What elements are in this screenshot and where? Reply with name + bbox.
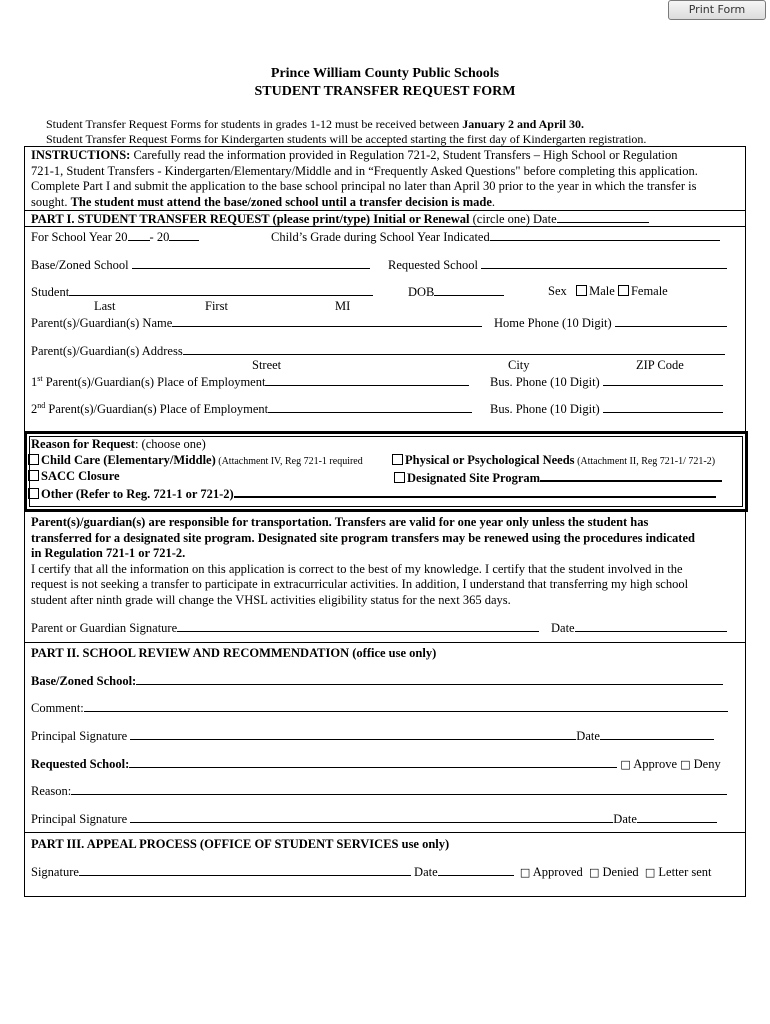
reason-child-care xyxy=(28,453,363,468)
print-form-button[interactable]: Print Form xyxy=(668,0,766,20)
name-mi-caption: MI xyxy=(335,299,351,313)
employment2-label: Parent(s)/Guardian(s) Place of Employment xyxy=(45,402,269,417)
grade-row xyxy=(271,229,720,245)
employment1-sup: st xyxy=(37,374,43,383)
parent-date-row xyxy=(551,620,727,636)
employment2-num: 2 xyxy=(31,402,38,417)
parent-address-label: Parent(s)/Guardian(s) Address xyxy=(31,344,183,358)
reason-field[interactable] xyxy=(71,783,727,795)
male-checkbox[interactable] xyxy=(576,285,587,296)
principal-sig2-label: Principal Signature xyxy=(31,812,128,826)
principal-date2-field[interactable] xyxy=(637,811,717,823)
other-checkbox[interactable] xyxy=(28,488,39,499)
home-phone-label: Home Phone (10 Digit) xyxy=(494,316,612,330)
deadline-note xyxy=(46,117,584,132)
divider xyxy=(25,832,745,833)
other-field[interactable] xyxy=(234,485,716,498)
deny-label: Deny xyxy=(693,757,721,771)
other-label: Other (Refer to Reg. 721-1 or 721-2) xyxy=(41,487,234,501)
dob-field[interactable] xyxy=(434,284,504,296)
requested-school-label: Requested School xyxy=(388,258,478,272)
school-year-sep: - 20 xyxy=(149,230,170,244)
parent-name-field[interactable] xyxy=(172,315,482,327)
instructions-line1: Carefully read the information provided in Regulation 721-2, Student Transfers – High School or Regulation xyxy=(130,148,678,162)
part2-requested-label: Requested School: xyxy=(31,757,130,771)
bus-phone2-label: Bus. Phone (10 Digit) xyxy=(490,402,600,416)
sex-row xyxy=(548,284,668,299)
dob-label: DOB xyxy=(408,285,435,299)
comment-label: Comment: xyxy=(31,701,84,715)
part1-heading-text: PART I. STUDENT TRANSFER REQUEST (please print/type) Initial or Renewal xyxy=(31,212,470,226)
designated-checkbox[interactable] xyxy=(394,472,405,483)
base-school-field[interactable] xyxy=(132,257,370,269)
certify-line1: I certify that all the information on this application is correct to the best of my knowledge. I certify that the student involved in the xyxy=(31,561,683,576)
bus-phone1-row xyxy=(490,374,723,390)
physical-label: Physical or Psychological Needs xyxy=(405,453,575,467)
designated-label: Designated Site Program xyxy=(407,471,541,485)
employment1-field[interactable] xyxy=(265,374,469,386)
parent-address-field[interactable] xyxy=(183,343,725,355)
parent-name-label: Parent(s)/Guardian(s) Name xyxy=(31,316,173,330)
school-year-start-field[interactable] xyxy=(128,229,150,241)
student-row xyxy=(31,284,373,300)
physical-note: (Attachment II, Reg 721-1/ 721-2) xyxy=(574,456,716,467)
instructions-line2: 721-1, Student Transfers - Kindergarten/Elementary/Middle and in “Frequently Asked Questions" before completing this application. xyxy=(31,163,698,178)
bus-phone2-row xyxy=(490,401,723,417)
addr-city-caption: City xyxy=(508,358,530,372)
dob-row xyxy=(408,284,504,300)
denied-checkbox[interactable]: □ xyxy=(589,866,600,879)
employment2-field[interactable] xyxy=(268,401,472,413)
part3-signature-label: Signature xyxy=(31,865,79,879)
comment-field[interactable] xyxy=(84,700,728,712)
part2-requested-row xyxy=(31,756,721,772)
part3-row xyxy=(31,864,712,880)
parent-signature-field[interactable] xyxy=(177,620,539,632)
sacc-label: SACC Closure xyxy=(41,469,120,483)
part2-base-field[interactable] xyxy=(136,673,723,685)
employment1-row xyxy=(31,374,469,390)
comment-row xyxy=(31,700,728,716)
student-name-field[interactable] xyxy=(69,284,373,296)
addr-zip-caption: ZIP Code xyxy=(636,358,684,372)
transport-line1: Parent(s)/guardian(s) are responsible for transportation. Transfers are valid for one year only unless the student has xyxy=(31,515,649,529)
instructions-emphasis: The student must attend the base/zoned school until a transfer decision is made xyxy=(70,194,492,209)
requested-school-field[interactable] xyxy=(481,257,727,269)
instructions-line3: Complete Part I and submit the application to the base school principal no later than April 30 prior to the year in which the transfer is xyxy=(31,179,697,193)
letter-sent-checkbox[interactable]: □ xyxy=(644,866,656,879)
reason-row xyxy=(31,783,727,799)
instructions-period: . xyxy=(491,194,496,209)
reason-physical xyxy=(392,453,715,468)
principal-date2-label: Date xyxy=(613,812,637,826)
certification xyxy=(31,515,695,608)
part3-signature-field[interactable] xyxy=(79,864,411,876)
grade-field[interactable] xyxy=(490,229,720,241)
transport-line3: in Regulation 721-1 or 721-2. xyxy=(31,546,186,560)
principal-sig-label: Principal Signature xyxy=(31,729,128,743)
school-year-label: For School Year 20 xyxy=(31,230,128,244)
home-phone-row xyxy=(494,315,727,331)
approve-checkbox[interactable]: □ xyxy=(620,758,631,771)
approved-label: Approved xyxy=(532,865,583,879)
reason-heading xyxy=(31,437,206,452)
part2-requested-field[interactable] xyxy=(129,756,617,768)
principal-sig-field[interactable] xyxy=(130,728,576,740)
reason-designated xyxy=(394,469,722,486)
instructions-label: INSTRUCTIONS: xyxy=(31,148,131,162)
approve-label: Approve xyxy=(633,757,677,771)
home-phone-field[interactable] xyxy=(615,315,727,327)
physical-checkbox[interactable] xyxy=(392,454,403,465)
base-school-row xyxy=(31,257,370,273)
female-checkbox[interactable] xyxy=(618,285,629,296)
divider xyxy=(25,226,745,227)
part2-heading: PART II. SCHOOL REVIEW AND RECOMMENDATION (office use only) xyxy=(31,646,437,660)
divider xyxy=(25,642,745,643)
deadline-note-text: Student Transfer Request Forms for students in grades 1-12 must be received between xyxy=(46,117,463,131)
form-title: STUDENT TRANSFER REQUEST FORM xyxy=(254,84,516,99)
principal-date-field[interactable] xyxy=(600,728,714,740)
org-name: Prince William County Public Schools xyxy=(270,66,500,81)
child-care-label: Child Care (Elementary/Middle) xyxy=(41,453,216,467)
principal-sig-row xyxy=(31,728,714,744)
parent-date-field[interactable] xyxy=(575,620,727,632)
principal-sig2-field[interactable] xyxy=(130,811,613,823)
bus-phone1-label: Bus. Phone (10 Digit) xyxy=(490,375,600,389)
employment1-label: Parent(s)/Guardian(s) Place of Employment xyxy=(42,375,266,390)
grade-label: Child’s Grade during School Year Indicated xyxy=(271,230,490,244)
reason-other xyxy=(28,485,716,502)
deny-checkbox[interactable]: □ xyxy=(680,758,691,771)
male-label: Male xyxy=(589,284,615,298)
designated-field[interactable] xyxy=(540,469,722,482)
bus-phone2-field[interactable] xyxy=(603,401,723,413)
reason-choose: : (choose one) xyxy=(134,437,206,451)
part2-base-row xyxy=(31,673,723,689)
parent-signature-label: Parent or Guardian Signature xyxy=(31,621,178,635)
bus-phone1-field[interactable] xyxy=(603,374,723,386)
part1-date-field[interactable] xyxy=(557,211,649,223)
transport-line2: transferred for a designated site program. Designated site program transfers may be renewed using the procedures indicated xyxy=(31,530,695,545)
part2-base-label: Base/Zoned School: xyxy=(31,674,137,688)
reason-sacc xyxy=(28,469,120,484)
sex-label: Sex xyxy=(548,284,567,298)
instructions-line4: sought. xyxy=(31,194,71,209)
child-care-checkbox[interactable] xyxy=(28,454,39,465)
name-last-caption: Last xyxy=(94,299,116,313)
parent-date-label: Date xyxy=(551,621,575,635)
base-school-label: Base/Zoned School xyxy=(31,258,129,272)
letter-sent-label: Letter sent xyxy=(658,865,712,879)
reason-label: Reason for Request xyxy=(31,437,135,451)
instructions xyxy=(31,148,698,210)
reason-field-label: Reason: xyxy=(31,784,72,798)
kindergarten-note: Student Transfer Request Forms for Kindergarten students will be accepted starting the first day of Kindergarten registration. xyxy=(46,132,647,146)
deadline-dates: January 2 and April 30. xyxy=(462,117,584,131)
name-first-caption: First xyxy=(205,299,228,313)
certify-line2: request is not seeking a transfer to participate in extracurricular activities. In addition, I understand that transferring my high school xyxy=(31,577,689,591)
school-year-row xyxy=(31,229,199,245)
parent-signature-row xyxy=(31,620,539,636)
employment2-sup: nd xyxy=(37,401,46,410)
part3-date-field[interactable] xyxy=(438,864,514,876)
principal-sig2-row xyxy=(31,811,717,827)
principal-date-label: Date xyxy=(576,729,600,743)
parent-name-row xyxy=(31,315,482,331)
approved-checkbox[interactable]: □ xyxy=(519,866,531,879)
part3-heading: PART III. APPEAL PROCESS (OFFICE OF STUDENT SERVICES use only) xyxy=(31,837,450,851)
child-care-note: (Attachment IV, Reg 721-1 required xyxy=(215,456,363,467)
denied-label: Denied xyxy=(602,865,639,879)
part3-date-label: Date xyxy=(414,865,438,879)
certify-line3: student after ninth grade will change the VHSL activities eligibility status for the next 365 days. xyxy=(31,592,511,607)
employment1-num: 1 xyxy=(31,375,38,390)
part1-circle-one: (circle one) Date xyxy=(469,212,557,226)
employment2-row xyxy=(31,401,472,417)
addr-street-caption: Street xyxy=(252,358,282,372)
part1-heading xyxy=(31,211,649,227)
student-label: Student xyxy=(31,285,70,299)
requested-school-row xyxy=(388,257,727,273)
sacc-checkbox[interactable] xyxy=(28,470,39,481)
female-label: Female xyxy=(630,284,668,298)
parent-address-row xyxy=(31,343,725,359)
school-year-end-field[interactable] xyxy=(169,229,199,241)
